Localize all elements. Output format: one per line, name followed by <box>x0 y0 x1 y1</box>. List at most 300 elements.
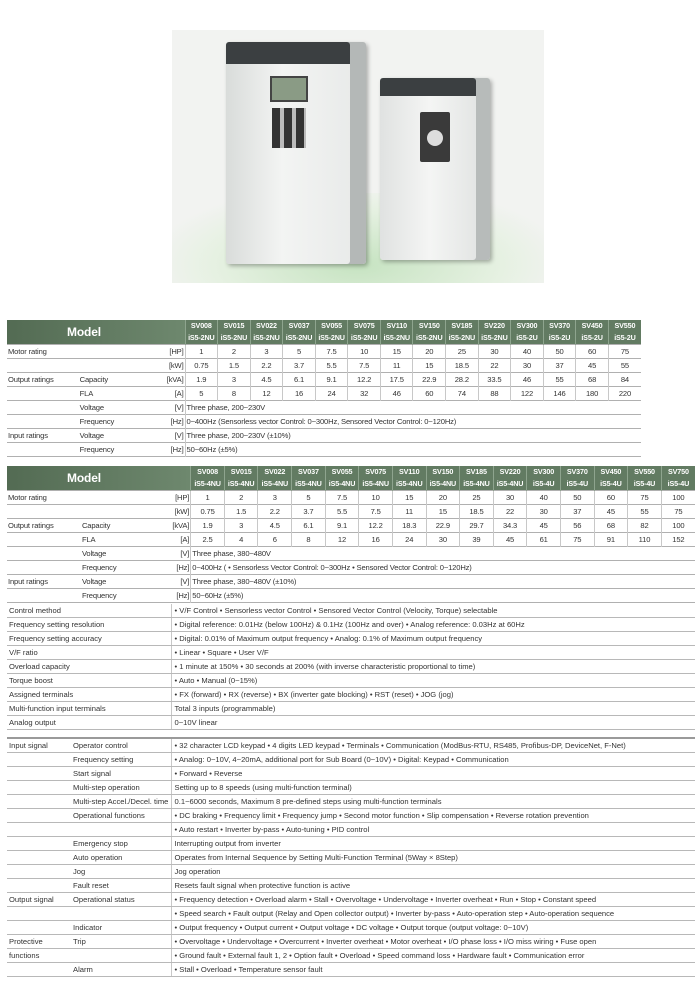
control-sub-label <box>71 907 171 921</box>
spec-value: 40 <box>527 491 561 505</box>
model-name-line: SV550 <box>634 467 655 476</box>
model-name-line: iS5-2NU <box>220 333 248 342</box>
spec-value: 1.5 <box>218 359 251 373</box>
control-value: 0~10V linear <box>171 716 695 730</box>
model-name-line: iS5-4NU <box>463 479 490 488</box>
spec-row <box>7 505 695 519</box>
control-sub-label <box>71 949 171 963</box>
model-header-cell <box>511 320 544 345</box>
spec-table-400v <box>7 466 695 603</box>
model-header-cell <box>543 320 576 345</box>
spec-value: 22 <box>478 359 511 373</box>
row-group-label <box>7 359 79 373</box>
control-row <box>7 716 695 730</box>
control-group-label <box>7 865 71 879</box>
model-name-line: SV370 <box>549 321 570 330</box>
model-header-cell <box>218 320 251 345</box>
spec-value: 5 <box>292 491 326 505</box>
model-header-cell <box>446 320 479 345</box>
spec-span-value: Three phase, 200~230V (±10%) <box>185 429 641 443</box>
model-name-line: iS5-2U <box>614 333 636 342</box>
model-name-line: iS5-4NU <box>227 479 255 488</box>
spec-value: 3 <box>250 345 283 359</box>
spec-value: 0.75 <box>185 359 218 373</box>
model-header-cell <box>359 466 393 491</box>
control-value: • Digital reference: 0.01Hz (below 100Hz) & 0.1Hz (100Hz and over) • Analog reference: 0.03Hz at 60Hz <box>171 618 695 632</box>
spec-value: 37 <box>543 359 576 373</box>
row-sub-label: Voltage <box>79 430 104 440</box>
spec-value: 2.2 <box>258 505 292 519</box>
model-name-line: SV075 <box>353 321 375 330</box>
row-unit: [A] <box>174 388 184 398</box>
model-name-line: SV110 <box>399 467 420 476</box>
row-sub-label <box>79 359 146 373</box>
control-row <box>7 753 695 767</box>
model-name-line: iS5-4NU <box>295 479 322 488</box>
model-header-cell <box>478 320 511 345</box>
spec-table-200v <box>7 320 641 457</box>
spec-value: 11 <box>392 505 426 519</box>
control-row <box>7 893 695 907</box>
model-header-cell <box>250 320 283 345</box>
control-value: Total 3 inputs (programmable) <box>171 702 695 716</box>
spec-row <box>7 491 695 505</box>
spec-value: 5 <box>283 345 316 359</box>
spec-value: 40 <box>511 345 544 359</box>
spec-value: 37 <box>560 505 594 519</box>
control-row <box>7 963 695 977</box>
spec-value: 7.5 <box>359 505 393 519</box>
row-group-label <box>7 401 79 415</box>
row-group-label: Motor rating <box>8 346 47 356</box>
spec-value: 15 <box>413 359 446 373</box>
control-group-label: Input signal <box>7 738 71 753</box>
spec-row <box>7 533 695 547</box>
spec-value: 4.5 <box>250 373 283 387</box>
row-group-label <box>7 533 81 547</box>
spec-value: 25 <box>460 491 494 505</box>
spec-value: 22.9 <box>426 519 460 533</box>
control-sub-label: Operational functions <box>71 809 171 823</box>
spec-value: 3.7 <box>283 359 316 373</box>
control-sub-label: Emergency stop <box>71 837 171 851</box>
control-group-label: Protective <box>7 935 71 949</box>
control-sub-label: Auto operation <box>71 851 171 865</box>
row-sub-label: FLA <box>81 534 96 544</box>
spec-value: 3 <box>258 491 292 505</box>
model-name-line: SV370 <box>566 467 588 476</box>
spec-value: 12.2 <box>348 373 381 387</box>
control-value: • FX (forward) • RX (reverse) • BX (inverter gate blocking) • RST (reset) • JOG (jog) <box>171 688 695 702</box>
row-sub-label <box>79 345 146 359</box>
spec-value: 18.5 <box>460 505 494 519</box>
spec-value: 45 <box>493 533 527 547</box>
model-name-line: SV150 <box>432 467 454 476</box>
row-unit: [Hz] <box>176 590 190 600</box>
model-name-line: iS5-2NU <box>285 333 313 342</box>
spec-value: 55 <box>628 505 662 519</box>
spec-value: 28.2 <box>446 373 479 387</box>
model-name-line: SV750 <box>667 467 689 476</box>
control-label: Control method <box>7 604 171 618</box>
model-name-line: SV055 <box>321 321 342 330</box>
model-header-cell <box>185 320 218 345</box>
spec-value: 16 <box>283 387 316 401</box>
control-group-label <box>7 851 71 865</box>
spec-value: 12 <box>250 387 283 401</box>
row-group-label: Motor rating <box>8 492 47 502</box>
control-row <box>7 865 695 879</box>
spec-value: 46 <box>380 387 413 401</box>
row-group-label <box>7 589 81 603</box>
model-header-cell <box>560 466 594 491</box>
spec-value: 122 <box>511 387 544 401</box>
model-name-line: SV022 <box>256 321 277 330</box>
model-name-line: SV008 <box>190 321 212 330</box>
model-header-cell <box>460 466 494 491</box>
control-row <box>7 781 695 795</box>
control-row <box>7 674 695 688</box>
spec-row <box>7 345 641 359</box>
control-group-label <box>7 963 71 977</box>
control-label: Overload capacity <box>7 660 171 674</box>
row-sub-label <box>81 491 150 505</box>
control-row <box>7 688 695 702</box>
spec-value: 9.1 <box>315 373 348 387</box>
spec-span-value: 50~60Hz (±5%) <box>185 443 641 457</box>
control-sub-label: Multi-step operation <box>71 781 171 795</box>
model-name-line: iS5-4NU <box>395 479 423 488</box>
control-row <box>7 646 695 660</box>
model-header-cell <box>493 466 527 491</box>
spec-value: 75 <box>560 533 594 547</box>
control-row <box>7 618 695 632</box>
control-row <box>7 738 695 753</box>
control-group-label <box>7 879 71 893</box>
model-name-line: iS5-2U <box>516 333 538 342</box>
spec-value: 4.5 <box>258 519 292 533</box>
control-sub-label <box>71 823 171 837</box>
model-header-cell <box>315 320 348 345</box>
control-value: • Overvoltage • Undervoltage • Overcurrent • Inverter overheat • Motor overheat • I/O phase loss • I/O miss wiring • Fuse open <box>171 935 695 949</box>
model-name-line: iS5-4U <box>566 479 589 488</box>
spec-value: 20 <box>426 491 460 505</box>
model-name-line: iS5-2U <box>548 333 571 342</box>
spec-value: 10 <box>348 345 381 359</box>
row-sub-label: Frequency <box>79 444 115 454</box>
spec-row <box>7 575 695 589</box>
spec-value: 50 <box>543 345 576 359</box>
model-name-line: iS5-4U <box>667 479 690 488</box>
spec-row <box>7 415 641 429</box>
spec-row <box>7 429 641 443</box>
row-group-label <box>7 547 81 561</box>
model-name-line: iS5-4U <box>600 479 622 488</box>
control-group-label <box>7 767 71 781</box>
spec-value: 11 <box>380 359 413 373</box>
spec-value: 2.2 <box>250 359 283 373</box>
row-sub-label: FLA <box>79 388 94 398</box>
control-row <box>7 823 695 837</box>
spec-value: 9.1 <box>325 519 359 533</box>
control-value: 0.1~6000 seconds, Maximum 8 pre-defined steps using multi-function terminals <box>171 795 695 809</box>
spec-value: 16 <box>359 533 393 547</box>
spec-value: 4 <box>224 533 258 547</box>
control-value: Operates from Internal Sequence by Setting Multi-Function Terminal (5Way × 8Step) <box>171 851 695 865</box>
model-name-line: SV450 <box>600 467 622 476</box>
spec-value: 2 <box>218 345 251 359</box>
row-unit: [HP] <box>169 346 184 356</box>
spec-value: 3 <box>218 373 251 387</box>
row-group-label <box>7 505 81 519</box>
model-name-line: SV037 <box>288 321 310 330</box>
spec-value: 84 <box>608 373 641 387</box>
control-row <box>7 604 695 618</box>
spec-value: 1.5 <box>224 505 258 519</box>
model-header-cell <box>380 320 413 345</box>
spec-value: 6.1 <box>283 373 316 387</box>
row-unit: [kW] <box>168 360 184 370</box>
row-unit: [kW] <box>174 506 190 516</box>
spec-value: 2.5 <box>191 533 225 547</box>
row-unit: [V] <box>180 576 190 586</box>
model-header-cell <box>661 466 695 491</box>
spec-row <box>7 561 695 575</box>
spec-row <box>7 589 695 603</box>
model-name-line: iS5-2NU <box>481 333 508 342</box>
row-unit: [V] <box>180 548 190 558</box>
spec-value: 30 <box>527 505 561 519</box>
control-value: • 32 character LCD keypad • 4 digits LED keypad • Terminals • Communication (ModBus-RTU, RS485, Profibus-DP, DeviceNet, F-Net) <box>171 738 695 753</box>
spec-value: 8 <box>218 387 251 401</box>
divider-cell <box>7 730 695 739</box>
control-label: Analog output <box>7 716 171 730</box>
model-name-line: iS5-2U <box>581 333 603 342</box>
row-unit: [V] <box>174 430 184 440</box>
spec-row <box>7 387 641 401</box>
control-value: • Forward • Reverse <box>171 767 695 781</box>
row-sub-label: Frequency <box>81 590 117 600</box>
keypad-dial <box>427 130 443 146</box>
spec-value: 45 <box>576 359 609 373</box>
spec-value: 7.5 <box>325 491 359 505</box>
spec-value: 75 <box>608 345 641 359</box>
control-sub-label: Jog <box>71 865 171 879</box>
spec-value: 24 <box>392 533 426 547</box>
model-name-line: SV185 <box>451 321 473 330</box>
row-unit: [V] <box>174 402 184 412</box>
model-name-line: SV220 <box>499 467 521 476</box>
control-group-label <box>7 795 71 809</box>
row-unit: [HP] <box>175 492 190 502</box>
spec-value: 8 <box>292 533 326 547</box>
spec-span-value: 50~60Hz (±5%) <box>191 589 695 603</box>
control-group-label <box>7 753 71 767</box>
control-row <box>7 837 695 851</box>
model-name-line: iS5-2NU <box>318 333 345 342</box>
control-value: • Stall • Overload • Temperature sensor fault <box>171 963 695 977</box>
control-value: • Ground fault • External fault 1, 2 • Option fault • Overload • Speed command loss • Hardware fault • Communication error <box>171 949 695 963</box>
spec-value: 61 <box>527 533 561 547</box>
row-group-label: Output ratings <box>8 374 54 384</box>
control-group-label <box>7 781 71 795</box>
control-value: • DC braking • Frequency limit • Frequency jump • Second motor function • Slip compensation • Reverse rotation prevention <box>171 809 695 823</box>
row-group-label <box>7 387 79 401</box>
keypad-buttons <box>272 108 306 148</box>
control-row <box>7 949 695 963</box>
model-header-cell <box>594 466 628 491</box>
row-sub-label: Frequency <box>81 562 117 572</box>
model-name-line: SV550 <box>614 321 636 330</box>
control-value: • Auto restart • Inverter by-pass • Auto-tuning • PID control <box>171 823 695 837</box>
spec-value: 7.5 <box>348 359 381 373</box>
model-name-line: iS5-4U <box>532 479 555 488</box>
spec-value: 146 <box>543 387 576 401</box>
spec-value: 55 <box>543 373 576 387</box>
spec-row <box>7 359 641 373</box>
control-value: Resets fault signal when protective function is active <box>171 879 695 893</box>
model-header-cell <box>628 466 662 491</box>
model-name-line: SV300 <box>533 467 555 476</box>
model-name-line: iS5-4NU <box>328 479 356 488</box>
spec-value: 12 <box>325 533 359 547</box>
row-group-label <box>7 415 79 429</box>
row-unit: [Hz] <box>176 562 190 572</box>
control-row <box>7 921 695 935</box>
spec-row <box>7 519 695 533</box>
control-value: • Frequency detection • Overload alarm • Stall • Overvoltage • Undervoltage • Inverter overheat • Run • Stop • Constant speed <box>171 893 695 907</box>
model-header-cell <box>325 466 359 491</box>
spec-value: 32 <box>348 387 381 401</box>
spec-value: 152 <box>661 533 695 547</box>
model-name-line: iS5-4NU <box>261 479 289 488</box>
spec-value: 6.1 <box>292 519 326 533</box>
row-unit: [Hz] <box>170 416 184 426</box>
row-sub-label <box>81 505 150 519</box>
control-value: • Linear • Square • User V/F <box>171 646 695 660</box>
spec-value: 15 <box>426 505 460 519</box>
control-sub-label: Start signal <box>71 767 171 781</box>
model-name-line: SV015 <box>230 467 252 476</box>
spec-row <box>7 443 641 457</box>
row-unit: [A] <box>180 534 190 544</box>
control-label: Frequency setting resolution <box>7 618 171 632</box>
spec-value: 88 <box>478 387 511 401</box>
model-header-label: Model <box>7 320 185 345</box>
control-sub-label: Frequency setting <box>71 753 171 767</box>
spec-value: 1.9 <box>185 373 218 387</box>
spec-value: 5.5 <box>325 505 359 519</box>
spec-value: 100 <box>661 519 695 533</box>
control-spec-table <box>7 604 695 977</box>
model-header-label: Model <box>7 466 191 491</box>
control-group-label <box>7 837 71 851</box>
spec-value: 110 <box>628 533 662 547</box>
model-header-cell <box>392 466 426 491</box>
row-sub-label: Frequency <box>79 416 115 426</box>
spec-row <box>7 547 695 561</box>
model-name-line: SV150 <box>418 321 440 330</box>
control-value: Setting up to 8 speeds (using multi-function terminal) <box>171 781 695 795</box>
control-group-label <box>7 921 71 935</box>
spec-value: 15 <box>392 491 426 505</box>
row-unit: [kVA] <box>166 374 184 384</box>
control-group-label <box>7 809 71 823</box>
spec-value: 75 <box>661 505 695 519</box>
control-value: Jog operation <box>171 865 695 879</box>
spec-value: 91 <box>594 533 628 547</box>
control-value: • Analog: 0~10V, 4~20mA, additional port for Sub Board (0~10V) • Digital: Keypad • Communication <box>171 753 695 767</box>
spec-value: 10 <box>359 491 393 505</box>
model-name-line: iS5-2NU <box>188 333 215 342</box>
model-name-line: SV075 <box>365 467 387 476</box>
spec-value: 1.9 <box>191 519 225 533</box>
spec-value: 17.5 <box>380 373 413 387</box>
row-group-label: Input ratings <box>8 430 48 440</box>
spec-value: 45 <box>594 505 628 519</box>
spec-value: 0.75 <box>191 505 225 519</box>
model-name-line: iS5-2NU <box>448 333 476 342</box>
control-sub-label: Multi-step Accel./Decel. time <box>71 795 171 809</box>
model-name-line: iS5-2NU <box>416 333 443 342</box>
spec-value: 82 <box>628 519 662 533</box>
spec-value: 22 <box>493 505 527 519</box>
control-sub-label: Fault reset <box>71 879 171 893</box>
model-header-row <box>7 466 695 491</box>
spec-value: 75 <box>628 491 662 505</box>
spec-span-value: 0~400Hz (Sensorless vector Control: 0~300Hz, Sensored Vector Control: 0~120Hz) <box>185 415 641 429</box>
control-row <box>7 879 695 893</box>
model-header-cell <box>348 320 381 345</box>
control-value: • V/F Control • Sensorless vector Control • Sensored Vector Control (Velocity, Torque) selectable <box>171 604 695 618</box>
row-unit: [Hz] <box>170 444 184 454</box>
spec-value: 100 <box>661 491 695 505</box>
product-photo <box>172 30 544 283</box>
spec-value: 5 <box>185 387 218 401</box>
control-group-label <box>7 823 71 837</box>
spec-value: 34.3 <box>493 519 527 533</box>
spec-value: 60 <box>594 491 628 505</box>
control-sub-label: Alarm <box>71 963 171 977</box>
model-name-line: SV037 <box>297 467 319 476</box>
control-row <box>7 935 695 949</box>
spec-span-value: Three phase, 200~230V <box>185 401 641 415</box>
spec-value: 22.9 <box>413 373 446 387</box>
model-header-cell <box>258 466 292 491</box>
control-value: • Speed search • Fault output (Relay and Open collector output) • Inverter by-pass • Auto-operation step • Auto-operation sequence <box>171 907 695 921</box>
model-name-line: iS5-4NU <box>194 479 221 488</box>
model-name-line: SV185 <box>466 467 487 476</box>
control-sub-label: Trip <box>71 935 171 949</box>
spec-span-value: 0~400Hz ( • Sensorless Vector Control: 0~300Hz • Sensored Vector Control: 0~120Hz) <box>191 561 695 575</box>
model-name-line: SV220 <box>483 321 505 330</box>
control-row <box>7 907 695 921</box>
spec-value: 25 <box>446 345 479 359</box>
control-sub-label: Operational status <box>71 893 171 907</box>
row-sub-label: Capacity <box>81 520 111 530</box>
spec-value: 56 <box>560 519 594 533</box>
spec-value: 33.5 <box>478 373 511 387</box>
spec-value: 68 <box>594 519 628 533</box>
control-row <box>7 767 695 781</box>
model-name-line: iS5-4NU <box>429 479 457 488</box>
spec-value: 60 <box>576 345 609 359</box>
spec-value: 15 <box>380 345 413 359</box>
control-value: • Auto • Manual (0~15%) <box>171 674 695 688</box>
control-value: Interrupting output from inverter <box>171 837 695 851</box>
model-name-line: iS5-2NU <box>383 333 410 342</box>
row-sub-label: Voltage <box>79 402 104 412</box>
